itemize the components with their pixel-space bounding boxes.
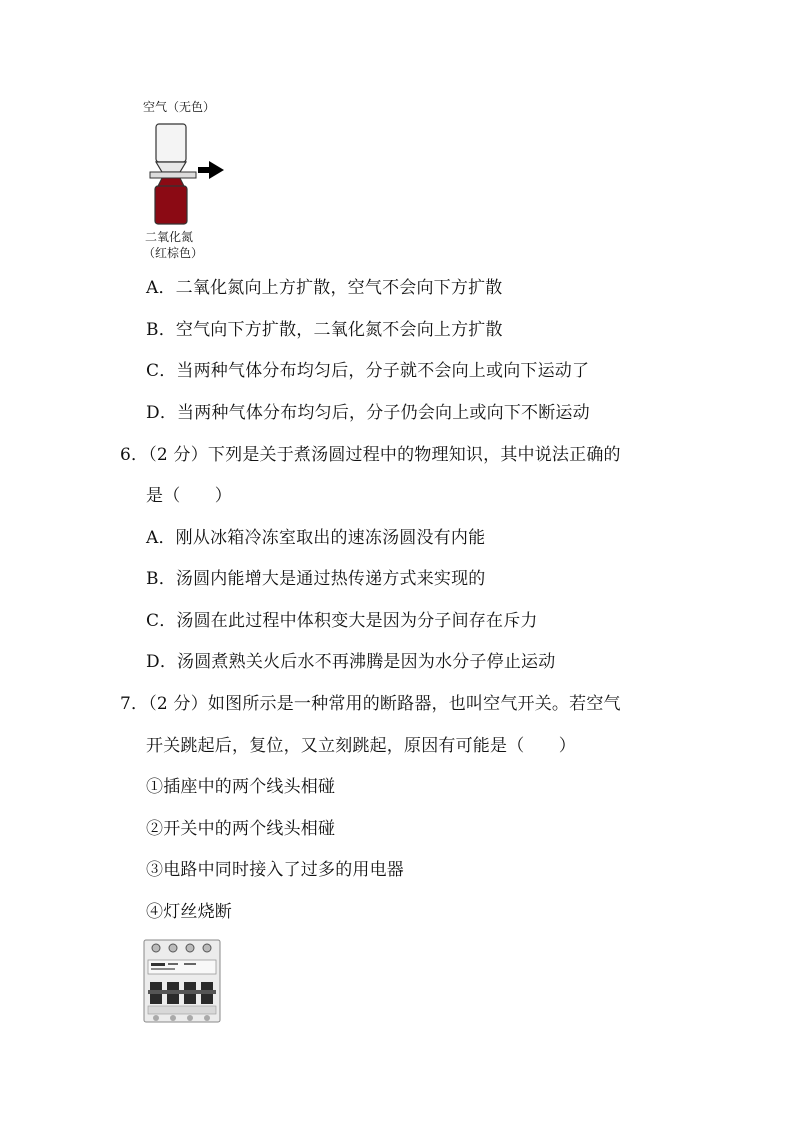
q7-item-4: ④灯丝烧断 xyxy=(146,902,232,922)
q6-stem-line1: 6．（2 分）下列是关于煮汤圆过程中的物理知识，其中说法正确的 xyxy=(120,445,621,465)
diffusion-apparatus-image xyxy=(140,122,235,226)
q6-option-b: B．汤圆内能增大是通过热传递方式来实现的 xyxy=(146,569,486,589)
diffusion-figure xyxy=(140,94,235,264)
q5-option-b: B．空气向下方扩散，二氧化氮不会向上方扩散 xyxy=(146,320,503,340)
q6-option-d: D．汤圆煮熟关火后水不再沸腾是因为水分子停止运动 xyxy=(146,652,556,672)
q5-option-a: A．二氧化氮向上方扩散，空气不会向下方扩散 xyxy=(146,278,503,298)
q6-option-a: A．刚从冰箱冷冻室取出的速冻汤圆没有内能 xyxy=(146,528,486,548)
no2-color-label: （红棕色） xyxy=(143,246,204,260)
q6-option-c: C．汤圆在此过程中体积变大是因为分子间存在斥力 xyxy=(146,611,538,631)
q7-item-1: ①插座中的两个线头相碰 xyxy=(146,777,336,797)
q5-option-c: C．当两种气体分布均匀后，分子就不会向上或向下运动了 xyxy=(146,361,590,381)
q7-item-3: ③电路中同时接入了过多的用电器 xyxy=(146,860,404,880)
circuit-breaker-figure xyxy=(142,938,224,1024)
q7-stem-line1: 7．（2 分）如图所示是一种常用的断路器，也叫空气开关。若空气 xyxy=(120,694,621,714)
q7-stem-line2: 开关跳起后，复位，又立刻跳起，原因有可能是（ ） xyxy=(146,736,576,756)
air-label: 空气（无色） xyxy=(143,100,216,114)
q5-option-d: D．当两种气体分布均匀后，分子仍会向上或向下不断运动 xyxy=(146,403,590,423)
q7-item-2: ②开关中的两个线头相碰 xyxy=(146,819,336,839)
q6-stem-line2: 是（ ） xyxy=(146,486,232,506)
circuit-breaker-image xyxy=(142,938,224,1024)
no2-label: 二氧化氮 xyxy=(145,230,194,244)
